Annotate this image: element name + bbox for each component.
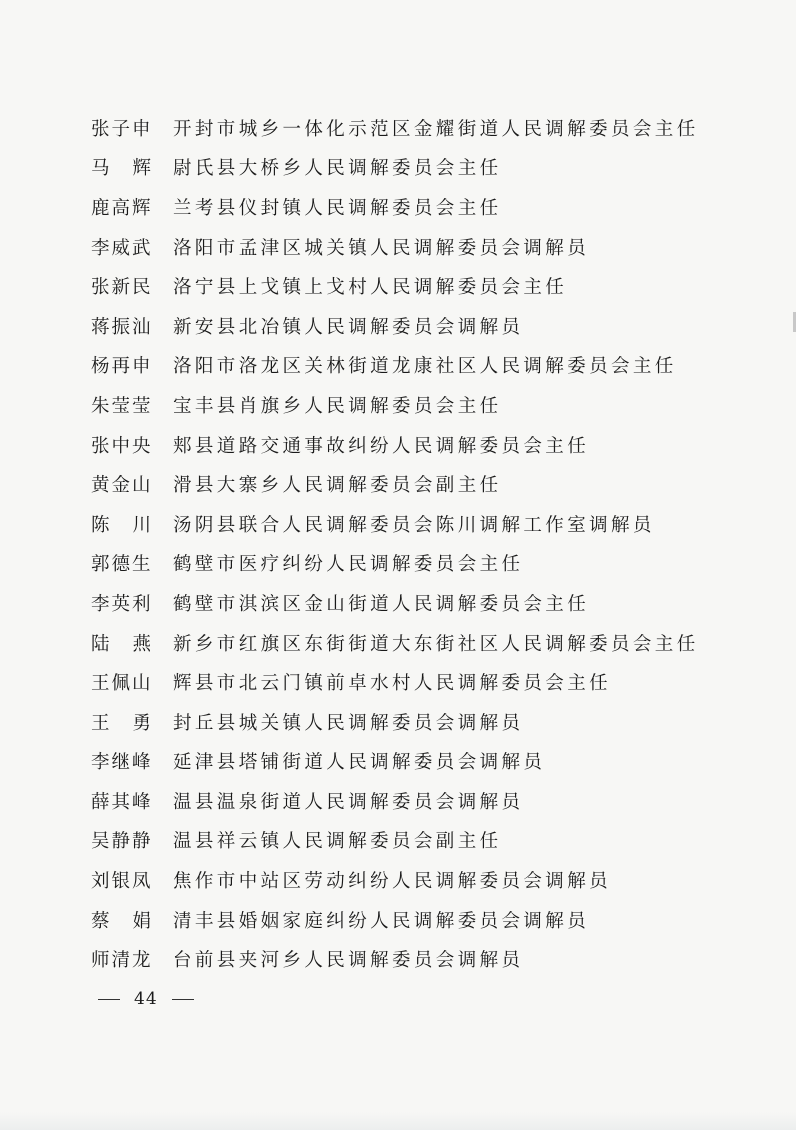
page-number: 44	[134, 989, 158, 1009]
list-item	[91, 781, 771, 821]
person-name: 蒋振汕	[91, 316, 153, 338]
person-name-char: 蔡	[91, 910, 110, 932]
person-title: 开封市城乡一体化示范区金耀街道人民调解委员会主任	[173, 118, 699, 140]
person-name: 吴静静	[91, 831, 153, 853]
person-title: 汤阴县联合人民调解委员会陈川调解工作室调解员	[173, 514, 655, 536]
scan-bottom-band	[0, 1112, 796, 1130]
person-title: 温县温泉街道人民调解委员会调解员	[173, 791, 524, 813]
person-name-char: 燕	[132, 633, 151, 655]
person-name: 黄金山	[91, 475, 153, 497]
page-footer	[98, 989, 194, 1009]
person-name-char: 陈	[91, 514, 110, 536]
list-item	[91, 187, 771, 227]
person-name: 李继峰	[91, 752, 153, 774]
person-title: 兰考县仪封镇人民调解委员会主任	[173, 197, 502, 219]
list-item	[91, 939, 771, 979]
list-item	[91, 702, 771, 742]
person-name-char: 马	[91, 158, 110, 180]
list-item	[91, 742, 771, 782]
person-title: 辉县市北云门镇前卓水村人民调解委员会主任	[173, 673, 612, 695]
person-name: 朱莹莹	[91, 395, 153, 417]
list-item	[91, 662, 771, 702]
person-title: 焦作市中站区劳动纠纷人民调解委员会调解员	[173, 871, 612, 893]
person-title: 尉氏县大桥乡人民调解委员会主任	[173, 158, 502, 180]
person-title: 洛阳市孟津区城关镇人民调解委员会调解员	[173, 237, 590, 259]
list-item	[91, 266, 771, 306]
person-name	[91, 907, 151, 933]
person-name: 张中央	[91, 435, 153, 457]
person-title: 新乡市红旗区东街街道大东街社区人民调解委员会主任	[173, 633, 699, 655]
person-title: 封丘县城关镇人民调解委员会调解员	[173, 712, 524, 734]
person-title: 郏县道路交通事故纠纷人民调解委员会主任	[173, 435, 590, 457]
person-name-char: 王	[91, 712, 110, 734]
list-item	[91, 623, 771, 663]
person-title: 延津县塔铺街道人民调解委员会调解员	[173, 752, 546, 774]
person-name	[91, 511, 151, 537]
person-title: 宝丰县肖旗乡人民调解委员会主任	[173, 395, 502, 417]
person-name-char: 辉	[132, 158, 151, 180]
list-item	[91, 425, 771, 465]
list-item	[91, 860, 771, 900]
person-title: 洛阳市洛龙区关林街道龙康社区人民调解委员会主任	[173, 356, 677, 378]
person-name: 郭德生	[91, 554, 153, 576]
person-name: 李威武	[91, 237, 153, 259]
person-name	[91, 154, 151, 180]
person-name: 薛其峰	[91, 791, 153, 813]
person-name-char: 勇	[132, 712, 151, 734]
person-name-char: 陆	[91, 633, 110, 655]
person-title: 鹤壁市医疗纠纷人民调解委员会主任	[173, 554, 524, 576]
person-name: 杨再申	[91, 356, 153, 378]
list-item	[91, 583, 771, 623]
person-title: 洛宁县上戈镇上戈村人民调解委员会主任	[173, 277, 568, 299]
list-item	[91, 306, 771, 346]
person-name-char: 川	[132, 514, 151, 536]
footer-dash-left	[98, 999, 120, 1000]
person-title: 台前县夹河乡人民调解委员会调解员	[173, 950, 524, 972]
person-title: 温县祥云镇人民调解委员会副主任	[173, 831, 502, 853]
person-name-char: 娟	[132, 910, 151, 932]
person-title: 新安县北冶镇人民调解委员会调解员	[173, 316, 524, 338]
person-name: 张新民	[91, 277, 153, 299]
list-item	[91, 900, 771, 940]
list-item	[91, 544, 771, 584]
person-title: 清丰县婚姻家庭纠纷人民调解委员会调解员	[173, 910, 590, 932]
list-item	[91, 504, 771, 544]
person-name: 王佩山	[91, 673, 153, 695]
person-name	[91, 709, 151, 735]
list-item	[91, 821, 771, 861]
person-name: 张子申	[91, 118, 153, 140]
person-name	[91, 630, 151, 656]
person-title: 滑县大寨乡人民调解委员会副主任	[173, 475, 502, 497]
list-item	[91, 227, 771, 267]
person-name: 师清龙	[91, 950, 153, 972]
list-item	[91, 385, 771, 425]
person-name: 鹿高辉	[91, 197, 153, 219]
footer-dash-right	[172, 999, 194, 1000]
person-name: 李英利	[91, 593, 153, 615]
list-item	[91, 108, 771, 148]
list-item	[91, 346, 771, 386]
person-name: 刘银凤	[91, 871, 153, 893]
person-title: 鹤壁市淇滨区金山街道人民调解委员会主任	[173, 593, 590, 615]
list-item	[91, 464, 771, 504]
mediator-list	[91, 108, 771, 979]
list-item	[91, 148, 771, 188]
